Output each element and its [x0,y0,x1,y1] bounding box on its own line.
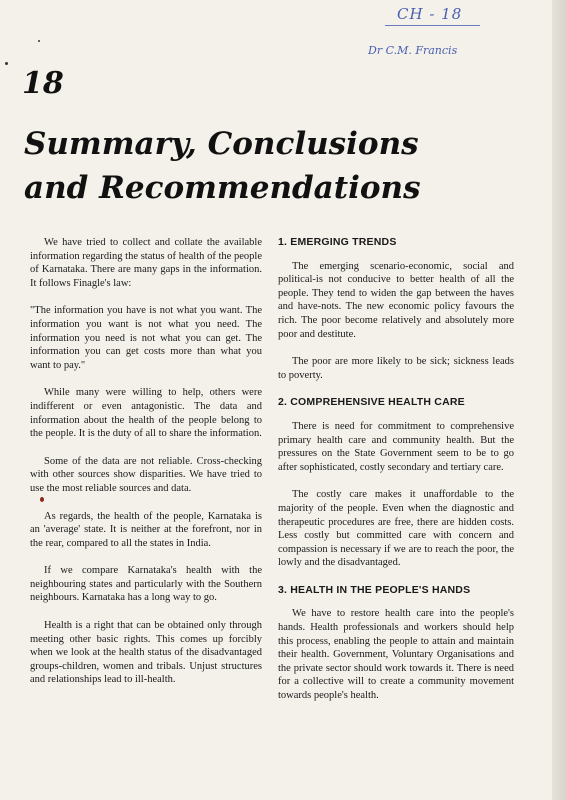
paragraph: While many were willing to help, others were indifferent or even antagonistic. The data and information about the health of the people belong to the people. It is the duty of all to share the information. [30,387,262,440]
finagle-quote: "The information you have is not what you want. The information you want is not what you need. The information you need is not what you can get. The information you can get costs more than what you want to pay." [30,305,262,371]
page-edge [552,0,566,800]
chapter-title-line-1: Summary, Conclusions [24,126,419,162]
paragraph: If we compare Karnataka's health with the neighbouring states and particularly with the Southern neighbours. Karnataka has a long way to go. [30,565,262,604]
paragraph: Health is a right that can be obtained only through meeting other basic rights. This comes up forcibly when we look at the health status of the disadvantaged groups-children, women and tribals. Unjust structures and relationships lead to ill-health. [30,620,262,686]
paragraph: There is need for commitment to comprehensive primary health care and community health. But the pressures on the State Government seem to be to go after sophisticated, costly secondary and tertiary care. [278,420,514,473]
section-heading: 3. HEALTH IN THE PEOPLE'S HANDS [278,583,471,596]
paragraph: The costly care makes it unaffordable to the majority of the people. Even when the diagnostic and therapeutic procedures are free, there are hidden costs. Less costly but committed care with concern and compassion is necessary if we are to reach the poor, the lowly and the disadvantaged. [278,489,514,569]
paragraph: The poor are more likely to be sick; sickness leads to poverty. [278,356,514,381]
ink-mark [40,497,44,502]
paragraph: We have tried to collect and collate the available information regarding the status of health of the people of Karnataka. There are many gaps in the information. It follows Finagle's law: [30,237,262,289]
paragraph: We have to restore health care into the people's hands. Health professionals and workers should help this process, enabling the people to attain and maintain their health. Government, Voluntary Organisations and the private sector should work towards it. There is need for a collective will to create a community movement towards people's health. [278,608,514,702]
chapter-title-line-2: and Recommendations [24,170,421,206]
scan-speck [38,40,40,42]
handwritten-author-note: Dr C.M. Francis [368,44,458,57]
section-heading: 1. EMERGING TRENDS [278,236,397,248]
paragraph: Some of the data are not reliable. Cross-checking with other sources show disparities. We have tried to use the most reliable sources and data. [30,455,262,494]
chapter-title [24,122,421,210]
chapter-number: 18 [22,66,64,101]
section-heading: 2. COMPREHENSIVE HEALTH CARE [278,396,465,409]
handwritten-chapter-code: CH - 18 [397,5,463,23]
paragraph: As regards, the health of the people, Karnataka is an 'average' state. It is neither at the forefront, nor in the rear, compared to all the states in India. [30,510,262,549]
handwritten-underline [385,25,480,26]
right-column [278,236,514,717]
left-column [30,236,262,701]
paragraph: The emerging scenario-economic, social and political-is not conducive to better health of all the people. They tend to widen the gap between the haves and have-nots. The new economic policy favours the rich. The poor become relatively and absolutely more poor and destitute. [278,260,514,340]
scan-speck [5,62,8,65]
